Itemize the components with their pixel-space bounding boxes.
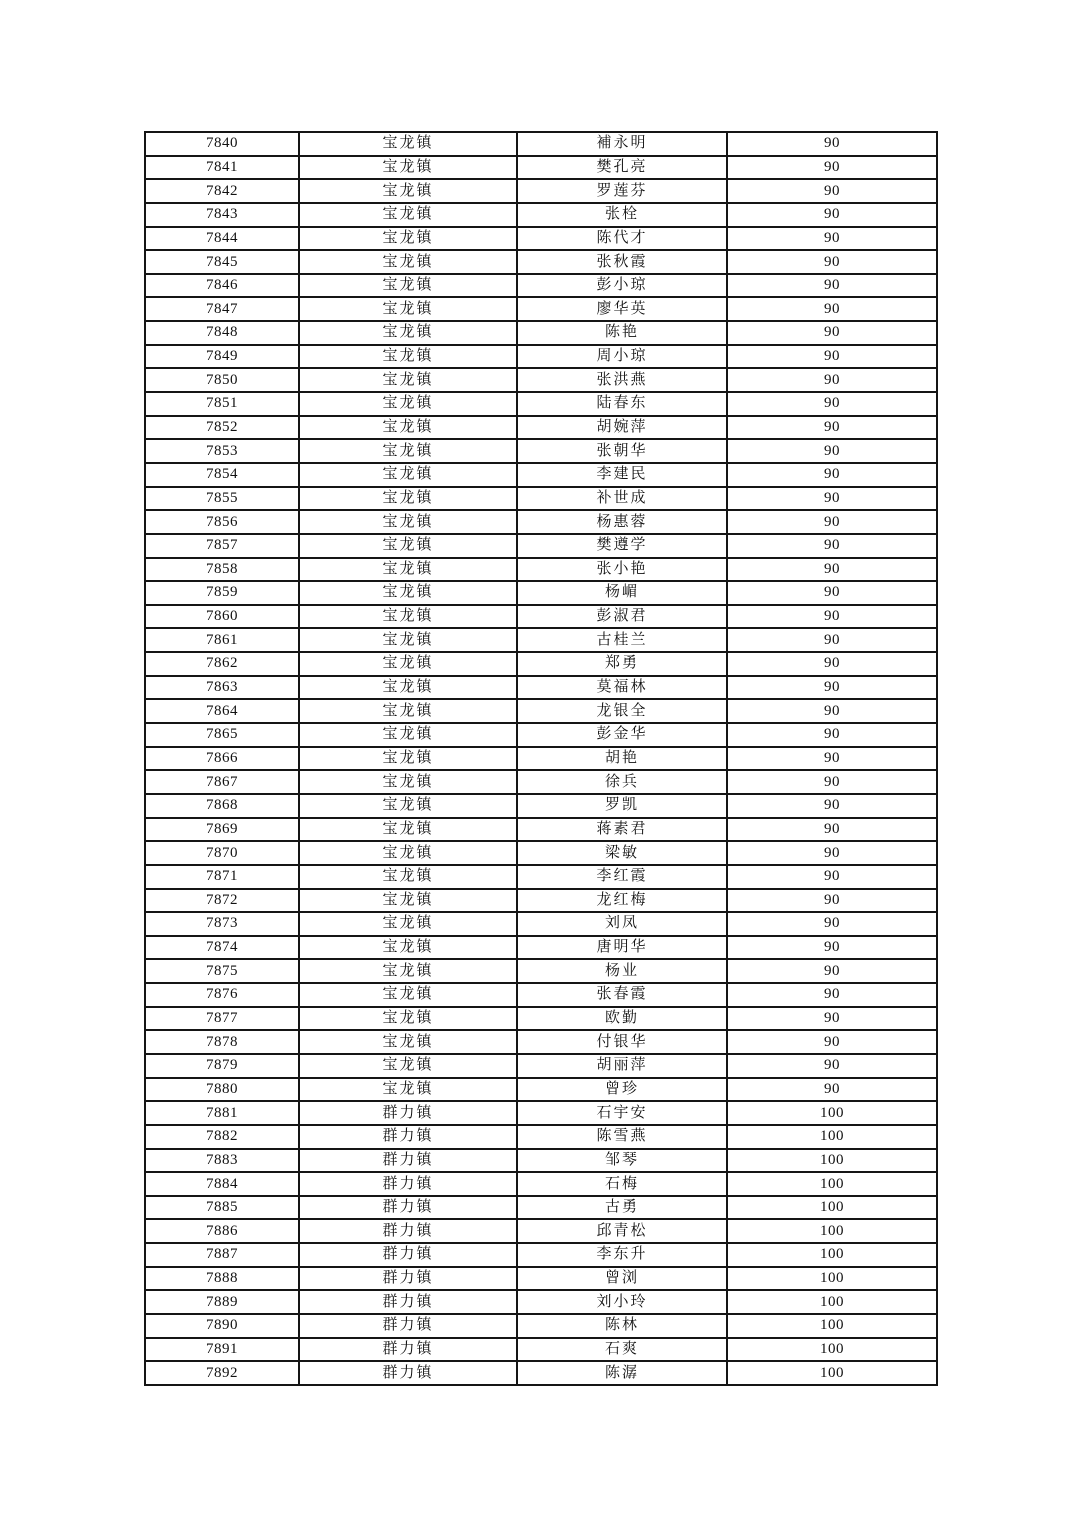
town-cell: 群力镇 xyxy=(299,1219,517,1243)
town-cell: 宝龙镇 xyxy=(299,1030,517,1054)
serial-number-cell: 7842 xyxy=(145,179,299,203)
table-row xyxy=(145,723,937,747)
table-row xyxy=(145,203,937,227)
name-cell: 周小琼 xyxy=(517,345,727,369)
score-cell: 90 xyxy=(727,936,937,960)
score-cell: 90 xyxy=(727,487,937,511)
table-row xyxy=(145,628,937,652)
score-cell: 90 xyxy=(727,439,937,463)
name-cell: 彭金华 xyxy=(517,723,727,747)
town-cell: 群力镇 xyxy=(299,1172,517,1196)
name-cell: 石爽 xyxy=(517,1338,727,1362)
town-cell: 宝龙镇 xyxy=(299,392,517,416)
table-row xyxy=(145,983,937,1007)
name-cell: 徐兵 xyxy=(517,770,727,794)
town-cell: 宝龙镇 xyxy=(299,983,517,1007)
serial-number-cell: 7852 xyxy=(145,416,299,440)
town-cell: 宝龙镇 xyxy=(299,628,517,652)
name-cell: 陈艳 xyxy=(517,321,727,345)
town-cell: 宝龙镇 xyxy=(299,297,517,321)
serial-number-cell: 7882 xyxy=(145,1125,299,1149)
score-cell: 90 xyxy=(727,368,937,392)
score-cell: 100 xyxy=(727,1243,937,1267)
score-cell: 100 xyxy=(727,1219,937,1243)
roster-table-body xyxy=(145,132,937,1385)
serial-number-cell: 7891 xyxy=(145,1338,299,1362)
serial-number-cell: 7854 xyxy=(145,463,299,487)
score-cell: 90 xyxy=(727,747,937,771)
serial-number-cell: 7877 xyxy=(145,1007,299,1031)
table-row xyxy=(145,912,937,936)
serial-number-cell: 7845 xyxy=(145,250,299,274)
name-cell: 石宇安 xyxy=(517,1101,727,1125)
score-cell: 90 xyxy=(727,321,937,345)
serial-number-cell: 7875 xyxy=(145,959,299,983)
table-row xyxy=(145,1054,937,1078)
serial-number-cell: 7876 xyxy=(145,983,299,1007)
town-cell: 宝龙镇 xyxy=(299,770,517,794)
town-cell: 群力镇 xyxy=(299,1125,517,1149)
name-cell: 補永明 xyxy=(517,132,727,156)
name-cell: 胡丽萍 xyxy=(517,1054,727,1078)
town-cell: 宝龙镇 xyxy=(299,321,517,345)
town-cell: 宝龙镇 xyxy=(299,203,517,227)
name-cell: 刘小玲 xyxy=(517,1290,727,1314)
serial-number-cell: 7884 xyxy=(145,1172,299,1196)
serial-number-cell: 7863 xyxy=(145,676,299,700)
table-row xyxy=(145,865,937,889)
score-cell: 90 xyxy=(727,156,937,180)
name-cell: 杨业 xyxy=(517,959,727,983)
town-cell: 群力镇 xyxy=(299,1290,517,1314)
serial-number-cell: 7866 xyxy=(145,747,299,771)
town-cell: 宝龙镇 xyxy=(299,439,517,463)
score-cell: 90 xyxy=(727,416,937,440)
score-cell: 90 xyxy=(727,889,937,913)
name-cell: 樊遵学 xyxy=(517,534,727,558)
name-cell: 龙银全 xyxy=(517,699,727,723)
serial-number-cell: 7874 xyxy=(145,936,299,960)
serial-number-cell: 7873 xyxy=(145,912,299,936)
table-row xyxy=(145,1243,937,1267)
serial-number-cell: 7885 xyxy=(145,1196,299,1220)
table-row xyxy=(145,416,937,440)
serial-number-cell: 7846 xyxy=(145,274,299,298)
town-cell: 宝龙镇 xyxy=(299,605,517,629)
score-cell: 100 xyxy=(727,1125,937,1149)
town-cell: 宝龙镇 xyxy=(299,227,517,251)
table-row xyxy=(145,156,937,180)
table-row xyxy=(145,818,937,842)
score-cell: 90 xyxy=(727,983,937,1007)
score-cell: 90 xyxy=(727,297,937,321)
name-cell: 古勇 xyxy=(517,1196,727,1220)
name-cell: 唐明华 xyxy=(517,936,727,960)
table-row xyxy=(145,1196,937,1220)
name-cell: 李东升 xyxy=(517,1243,727,1267)
name-cell: 龙红梅 xyxy=(517,889,727,913)
table-row xyxy=(145,1361,937,1385)
table-row xyxy=(145,1125,937,1149)
table-row xyxy=(145,747,937,771)
table-row xyxy=(145,889,937,913)
name-cell: 张朝华 xyxy=(517,439,727,463)
town-cell: 群力镇 xyxy=(299,1149,517,1173)
serial-number-cell: 7862 xyxy=(145,652,299,676)
serial-number-cell: 7843 xyxy=(145,203,299,227)
name-cell: 李建民 xyxy=(517,463,727,487)
name-cell: 莫福林 xyxy=(517,676,727,700)
table-row xyxy=(145,676,937,700)
serial-number-cell: 7870 xyxy=(145,841,299,865)
name-cell: 曾珍 xyxy=(517,1078,727,1102)
table-row xyxy=(145,368,937,392)
score-cell: 100 xyxy=(727,1172,937,1196)
score-cell: 90 xyxy=(727,203,937,227)
name-cell: 曾浏 xyxy=(517,1267,727,1291)
name-cell: 欧勤 xyxy=(517,1007,727,1031)
town-cell: 宝龙镇 xyxy=(299,156,517,180)
table-row xyxy=(145,392,937,416)
table-row xyxy=(145,1338,937,1362)
name-cell: 彭淑君 xyxy=(517,605,727,629)
town-cell: 宝龙镇 xyxy=(299,368,517,392)
score-cell: 90 xyxy=(727,723,937,747)
name-cell: 杨嵋 xyxy=(517,581,727,605)
serial-number-cell: 7860 xyxy=(145,605,299,629)
serial-number-cell: 7872 xyxy=(145,889,299,913)
town-cell: 宝龙镇 xyxy=(299,510,517,534)
town-cell: 宝龙镇 xyxy=(299,723,517,747)
serial-number-cell: 7871 xyxy=(145,865,299,889)
score-cell: 90 xyxy=(727,1030,937,1054)
serial-number-cell: 7890 xyxy=(145,1314,299,1338)
table-row xyxy=(145,770,937,794)
town-cell: 宝龙镇 xyxy=(299,581,517,605)
table-row xyxy=(145,699,937,723)
name-cell: 蒋素君 xyxy=(517,818,727,842)
name-cell: 李红霞 xyxy=(517,865,727,889)
serial-number-cell: 7864 xyxy=(145,699,299,723)
town-cell: 群力镇 xyxy=(299,1267,517,1291)
score-cell: 90 xyxy=(727,510,937,534)
town-cell: 宝龙镇 xyxy=(299,132,517,156)
town-cell: 宝龙镇 xyxy=(299,865,517,889)
town-cell: 群力镇 xyxy=(299,1243,517,1267)
score-cell: 90 xyxy=(727,179,937,203)
serial-number-cell: 7859 xyxy=(145,581,299,605)
serial-number-cell: 7888 xyxy=(145,1267,299,1291)
score-cell: 90 xyxy=(727,959,937,983)
table-row xyxy=(145,1078,937,1102)
name-cell: 陆春东 xyxy=(517,392,727,416)
name-cell: 陈雪燕 xyxy=(517,1125,727,1149)
name-cell: 张栓 xyxy=(517,203,727,227)
serial-number-cell: 7856 xyxy=(145,510,299,534)
town-cell: 宝龙镇 xyxy=(299,699,517,723)
score-cell: 90 xyxy=(727,581,937,605)
name-cell: 石梅 xyxy=(517,1172,727,1196)
score-cell: 90 xyxy=(727,1054,937,1078)
town-cell: 宝龙镇 xyxy=(299,676,517,700)
table-row xyxy=(145,250,937,274)
serial-number-cell: 7847 xyxy=(145,297,299,321)
score-cell: 90 xyxy=(727,132,937,156)
table-row xyxy=(145,1007,937,1031)
name-cell: 罗凯 xyxy=(517,794,727,818)
town-cell: 宝龙镇 xyxy=(299,487,517,511)
town-cell: 宝龙镇 xyxy=(299,652,517,676)
table-row xyxy=(145,1149,937,1173)
serial-number-cell: 7878 xyxy=(145,1030,299,1054)
score-cell: 90 xyxy=(727,274,937,298)
roster-table xyxy=(144,131,938,1386)
score-cell: 90 xyxy=(727,652,937,676)
serial-number-cell: 7865 xyxy=(145,723,299,747)
score-cell: 90 xyxy=(727,841,937,865)
score-cell: 100 xyxy=(727,1196,937,1220)
table-row xyxy=(145,179,937,203)
town-cell: 宝龙镇 xyxy=(299,274,517,298)
table-row xyxy=(145,1172,937,1196)
table-row xyxy=(145,1267,937,1291)
table-row xyxy=(145,558,937,582)
score-cell: 90 xyxy=(727,818,937,842)
name-cell: 陈林 xyxy=(517,1314,727,1338)
name-cell: 彭小琼 xyxy=(517,274,727,298)
score-cell: 90 xyxy=(727,865,937,889)
score-cell: 100 xyxy=(727,1101,937,1125)
serial-number-cell: 7857 xyxy=(145,534,299,558)
score-cell: 90 xyxy=(727,558,937,582)
score-cell: 100 xyxy=(727,1267,937,1291)
serial-number-cell: 7840 xyxy=(145,132,299,156)
name-cell: 邹琴 xyxy=(517,1149,727,1173)
table-row xyxy=(145,605,937,629)
serial-number-cell: 7889 xyxy=(145,1290,299,1314)
serial-number-cell: 7851 xyxy=(145,392,299,416)
table-row xyxy=(145,652,937,676)
table-row xyxy=(145,841,937,865)
table-row xyxy=(145,227,937,251)
name-cell: 张秋霞 xyxy=(517,250,727,274)
table-row xyxy=(145,487,937,511)
town-cell: 宝龙镇 xyxy=(299,959,517,983)
score-cell: 90 xyxy=(727,227,937,251)
town-cell: 宝龙镇 xyxy=(299,818,517,842)
name-cell: 张洪燕 xyxy=(517,368,727,392)
table-row xyxy=(145,936,937,960)
name-cell: 张小艳 xyxy=(517,558,727,582)
name-cell: 付银华 xyxy=(517,1030,727,1054)
score-cell: 90 xyxy=(727,1078,937,1102)
table-row xyxy=(145,321,937,345)
score-cell: 90 xyxy=(727,605,937,629)
score-cell: 90 xyxy=(727,628,937,652)
town-cell: 群力镇 xyxy=(299,1196,517,1220)
table-row xyxy=(145,959,937,983)
table-row xyxy=(145,1314,937,1338)
name-cell: 樊孔亮 xyxy=(517,156,727,180)
town-cell: 群力镇 xyxy=(299,1101,517,1125)
table-row xyxy=(145,132,937,156)
town-cell: 宝龙镇 xyxy=(299,747,517,771)
name-cell: 杨惠蓉 xyxy=(517,510,727,534)
serial-number-cell: 7850 xyxy=(145,368,299,392)
serial-number-cell: 7841 xyxy=(145,156,299,180)
serial-number-cell: 7887 xyxy=(145,1243,299,1267)
table-row xyxy=(145,534,937,558)
table-row xyxy=(145,1101,937,1125)
table-row xyxy=(145,1219,937,1243)
table-row xyxy=(145,1030,937,1054)
table-row xyxy=(145,345,937,369)
score-cell: 90 xyxy=(727,699,937,723)
score-cell: 90 xyxy=(727,345,937,369)
town-cell: 宝龙镇 xyxy=(299,1078,517,1102)
serial-number-cell: 7892 xyxy=(145,1361,299,1385)
town-cell: 宝龙镇 xyxy=(299,794,517,818)
serial-number-cell: 7869 xyxy=(145,818,299,842)
serial-number-cell: 7848 xyxy=(145,321,299,345)
score-cell: 90 xyxy=(727,676,937,700)
score-cell: 90 xyxy=(727,463,937,487)
table-row xyxy=(145,297,937,321)
score-cell: 90 xyxy=(727,250,937,274)
town-cell: 宝龙镇 xyxy=(299,345,517,369)
town-cell: 宝龙镇 xyxy=(299,1054,517,1078)
town-cell: 宝龙镇 xyxy=(299,534,517,558)
town-cell: 宝龙镇 xyxy=(299,250,517,274)
score-cell: 100 xyxy=(727,1361,937,1385)
table-row xyxy=(145,581,937,605)
table-row xyxy=(145,1290,937,1314)
name-cell: 邱青松 xyxy=(517,1219,727,1243)
score-cell: 100 xyxy=(727,1338,937,1362)
town-cell: 宝龙镇 xyxy=(299,841,517,865)
score-cell: 90 xyxy=(727,794,937,818)
town-cell: 宝龙镇 xyxy=(299,179,517,203)
serial-number-cell: 7880 xyxy=(145,1078,299,1102)
score-cell: 100 xyxy=(727,1290,937,1314)
town-cell: 宝龙镇 xyxy=(299,463,517,487)
serial-number-cell: 7855 xyxy=(145,487,299,511)
score-cell: 100 xyxy=(727,1149,937,1173)
table-row xyxy=(145,463,937,487)
table-row xyxy=(145,794,937,818)
name-cell: 刘凤 xyxy=(517,912,727,936)
town-cell: 宝龙镇 xyxy=(299,889,517,913)
score-cell: 90 xyxy=(727,392,937,416)
name-cell: 郑勇 xyxy=(517,652,727,676)
table-row xyxy=(145,510,937,534)
town-cell: 群力镇 xyxy=(299,1361,517,1385)
serial-number-cell: 7844 xyxy=(145,227,299,251)
name-cell: 梁敏 xyxy=(517,841,727,865)
score-cell: 100 xyxy=(727,1314,937,1338)
serial-number-cell: 7853 xyxy=(145,439,299,463)
town-cell: 群力镇 xyxy=(299,1314,517,1338)
town-cell: 宝龙镇 xyxy=(299,912,517,936)
name-cell: 罗莲芬 xyxy=(517,179,727,203)
score-cell: 90 xyxy=(727,534,937,558)
serial-number-cell: 7881 xyxy=(145,1101,299,1125)
score-cell: 90 xyxy=(727,770,937,794)
serial-number-cell: 7849 xyxy=(145,345,299,369)
serial-number-cell: 7879 xyxy=(145,1054,299,1078)
town-cell: 宝龙镇 xyxy=(299,1007,517,1031)
town-cell: 宝龙镇 xyxy=(299,416,517,440)
name-cell: 张春霞 xyxy=(517,983,727,1007)
name-cell: 陈代才 xyxy=(517,227,727,251)
serial-number-cell: 7861 xyxy=(145,628,299,652)
table-row xyxy=(145,439,937,463)
name-cell: 廖华英 xyxy=(517,297,727,321)
name-cell: 补世成 xyxy=(517,487,727,511)
name-cell: 胡艳 xyxy=(517,747,727,771)
name-cell: 陈潺 xyxy=(517,1361,727,1385)
name-cell: 胡婉萍 xyxy=(517,416,727,440)
name-cell: 古桂兰 xyxy=(517,628,727,652)
score-cell: 90 xyxy=(727,1007,937,1031)
score-cell: 90 xyxy=(727,912,937,936)
serial-number-cell: 7868 xyxy=(145,794,299,818)
serial-number-cell: 7883 xyxy=(145,1149,299,1173)
serial-number-cell: 7867 xyxy=(145,770,299,794)
table-row xyxy=(145,274,937,298)
serial-number-cell: 7858 xyxy=(145,558,299,582)
serial-number-cell: 7886 xyxy=(145,1219,299,1243)
town-cell: 宝龙镇 xyxy=(299,558,517,582)
town-cell: 宝龙镇 xyxy=(299,936,517,960)
town-cell: 群力镇 xyxy=(299,1338,517,1362)
